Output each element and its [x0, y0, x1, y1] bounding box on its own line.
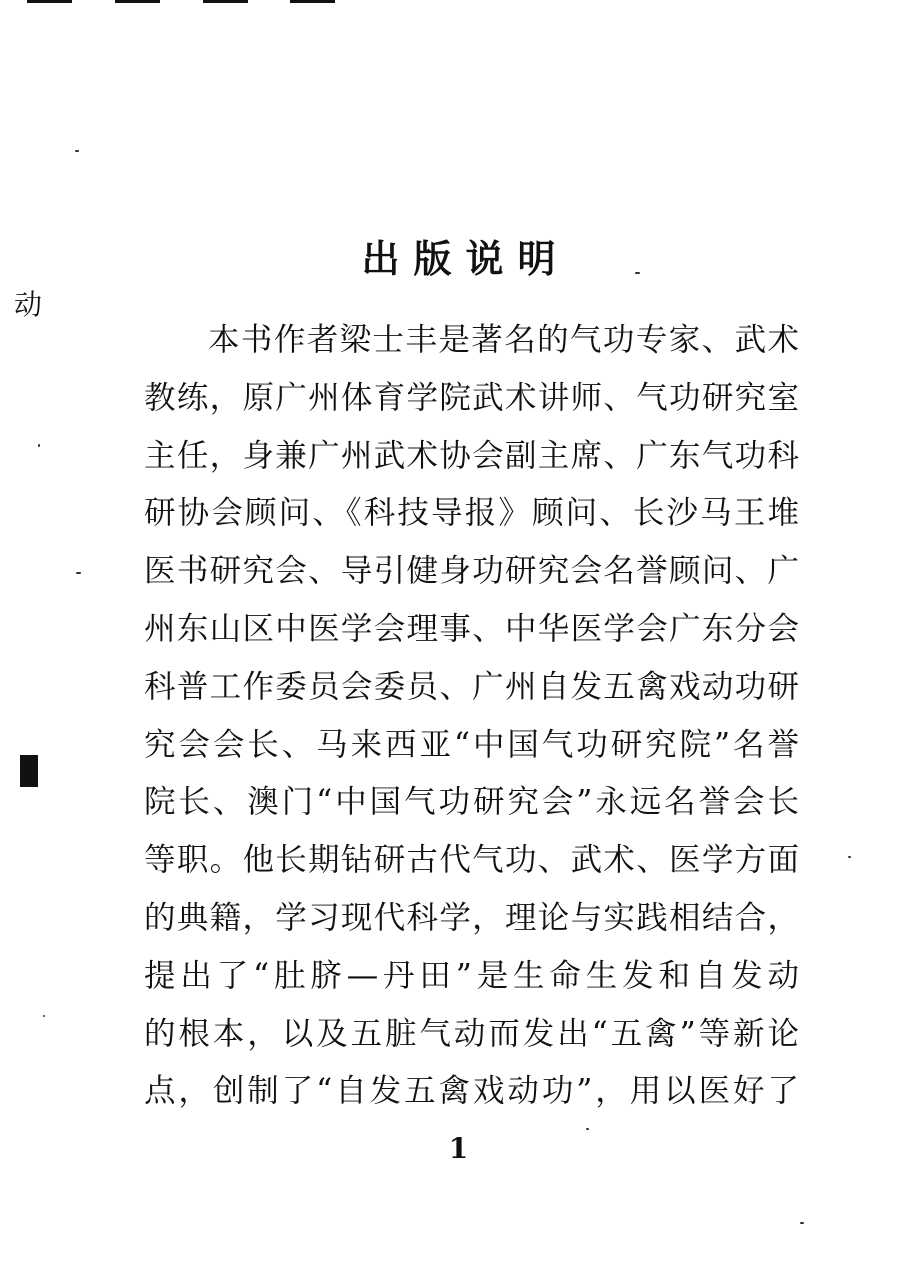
margin-mark	[20, 755, 38, 787]
text-line: 等职。他长期钻研古代气功、武术、医学方面	[144, 842, 799, 879]
text-line: 研协会顾问、《科技导报》顾问、长沙马王堆	[144, 495, 799, 532]
text-line: 科普工作委员会委员、广州自发五禽戏动功研	[144, 668, 799, 705]
text-line: 本书作者梁士丰是著名的气功专家、武术	[208, 322, 799, 358]
text-line: 医书研究会、导引健身功研究会名誉顾问、广	[144, 553, 799, 590]
top-rule	[27, 0, 72, 3]
body-paragraph	[144, 312, 799, 1121]
text-line: 点，创制了“自发五禽戏动功”，用以医好了	[144, 1073, 799, 1110]
text-line: 州东山区中医学会理事、中华医学会广东分会	[144, 610, 799, 647]
top-rule	[290, 0, 335, 3]
text-line: 院长、澳门“中国气功研究会”永远名誉会长	[144, 784, 799, 821]
speck	[848, 856, 851, 858]
speck	[586, 1128, 589, 1130]
page-title: 出版说明	[361, 236, 570, 281]
margin-character: 动	[14, 288, 43, 321]
text-line: 教练，原广州体育学院武术讲师、气功研究室	[144, 379, 799, 416]
speck	[75, 150, 79, 152]
page-number: 1	[448, 1132, 469, 1165]
top-rule	[115, 0, 160, 3]
text-line: 的根本，以及五脏气动而发出“五禽”等新论	[144, 1015, 799, 1052]
text-line: 提出了“肚脐—丹田”是生命生发和自发动	[144, 957, 799, 994]
speck	[800, 1222, 804, 1224]
speck	[43, 1015, 45, 1017]
speck	[38, 444, 40, 447]
text-line: 的典籍，学习现代科学，理论与实践相结合，	[144, 899, 799, 936]
top-rule	[203, 0, 248, 3]
text-line: 究会会长、马来西亚“中国气功研究院”名誉	[144, 726, 799, 763]
text-line: 主任，身兼广州武术协会副主席、广东气功科	[144, 437, 799, 474]
speck	[76, 572, 81, 574]
